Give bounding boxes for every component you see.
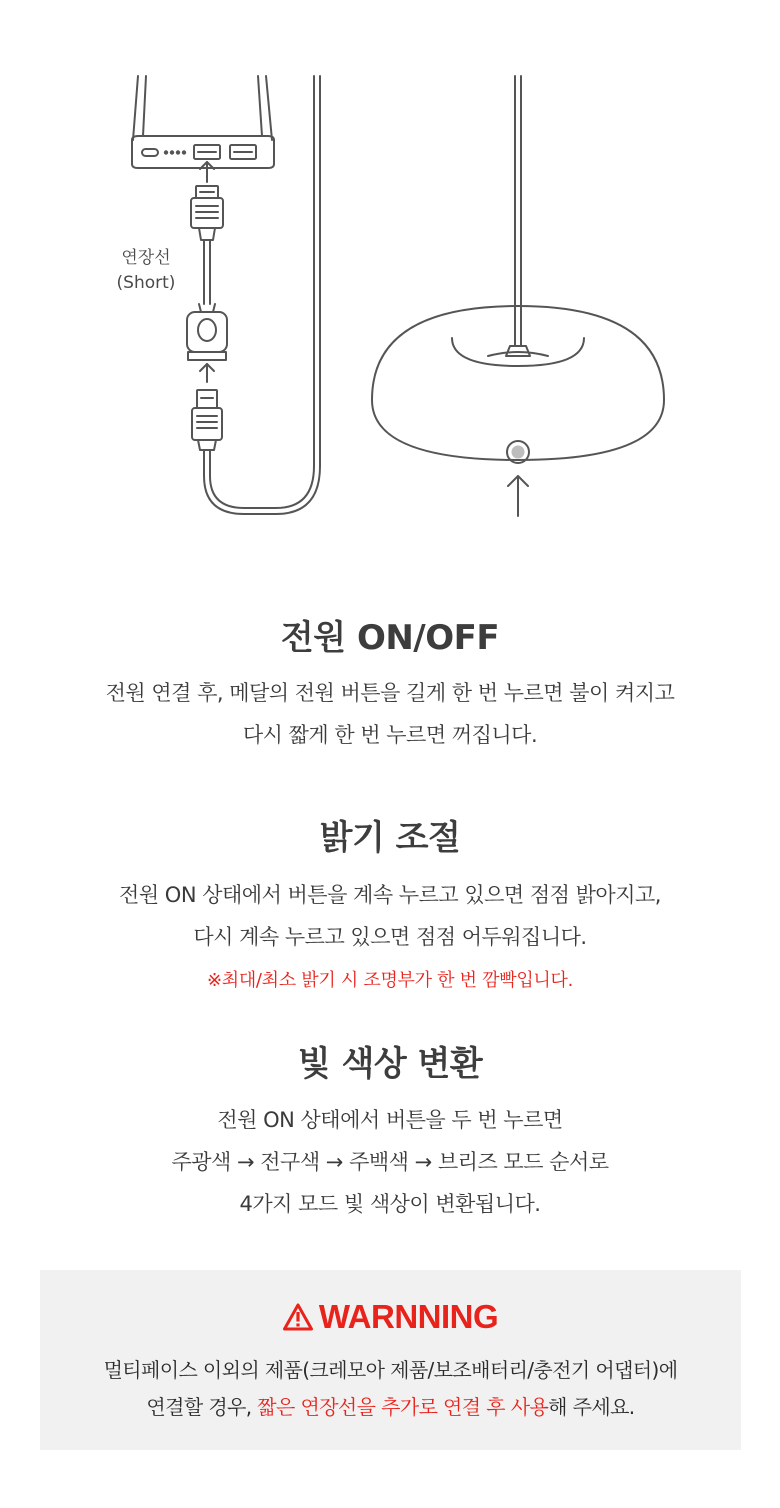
- section-body-brightness: [0, 874, 780, 958]
- body-line: 4가지 모드 빛 색상이 변환됩니다.: [239, 1192, 541, 1216]
- extension-cable-label: [100, 246, 192, 296]
- warning-title: [40, 1298, 741, 1336]
- body-line: 전원 ON 상태에서 버튼을 두 번 누르면: [217, 1108, 563, 1132]
- section-title-power: 전원 ON/OFF: [280, 618, 500, 658]
- warning-text: [40, 1352, 741, 1426]
- body-line: 다시 계속 누르고 있으면 점점 어두워집니다.: [193, 925, 587, 949]
- warning-box: [40, 1270, 741, 1450]
- warning-highlight: 짧은 연장선을 추가로 연결 후 사용: [257, 1395, 549, 1419]
- body-line: 다시 짧게 한 번 누르면 꺼집니다.: [242, 723, 538, 747]
- warning-triangle-icon: [283, 1303, 313, 1331]
- body-line: 전원 ON 상태에서 버튼을 계속 누르고 있으면 점점 밝아지고,: [119, 883, 661, 907]
- section-title-color: 빛 색상 변환: [297, 1044, 483, 1084]
- warning-line2: [40, 1389, 741, 1426]
- extension-label-line2: (Short): [116, 273, 176, 293]
- extension-cable-icon: [187, 186, 227, 360]
- section-body-color: [0, 1099, 780, 1225]
- section-body-power: [0, 672, 780, 756]
- body-line: 전원 연결 후, 메달의 전원 버튼을 길게 한 번 누르면 불이 켜지고: [105, 681, 675, 705]
- brightness-note: ※최대/최소 밝기 시 조명부가 한 번 깜빡입니다.: [206, 970, 574, 991]
- extension-label-line1: 연장선: [121, 248, 171, 268]
- lamp-icon: [372, 76, 664, 460]
- warning-line2-start: 연결할 경우,: [146, 1395, 258, 1419]
- body-line: 주광색 → 전구색 → 주백색 → 브리즈 모드 순서로: [171, 1150, 609, 1174]
- section-title-brightness: 밝기 조절: [319, 818, 461, 858]
- usb-cable-icon: [192, 76, 320, 514]
- arrow-up-icon: [200, 162, 214, 182]
- arrow-up-icon: [508, 476, 528, 516]
- power-bank-icon: [132, 76, 274, 168]
- arrow-up-icon: [200, 364, 214, 382]
- warning-title-text: WARNNING: [318, 1298, 499, 1335]
- warning-line1: 멀티페이스 이외의 제품(크레모아 제품/보조배터리/충전기 어댑터)에: [103, 1358, 678, 1382]
- warning-line2-end: 해 주세요.: [548, 1395, 635, 1419]
